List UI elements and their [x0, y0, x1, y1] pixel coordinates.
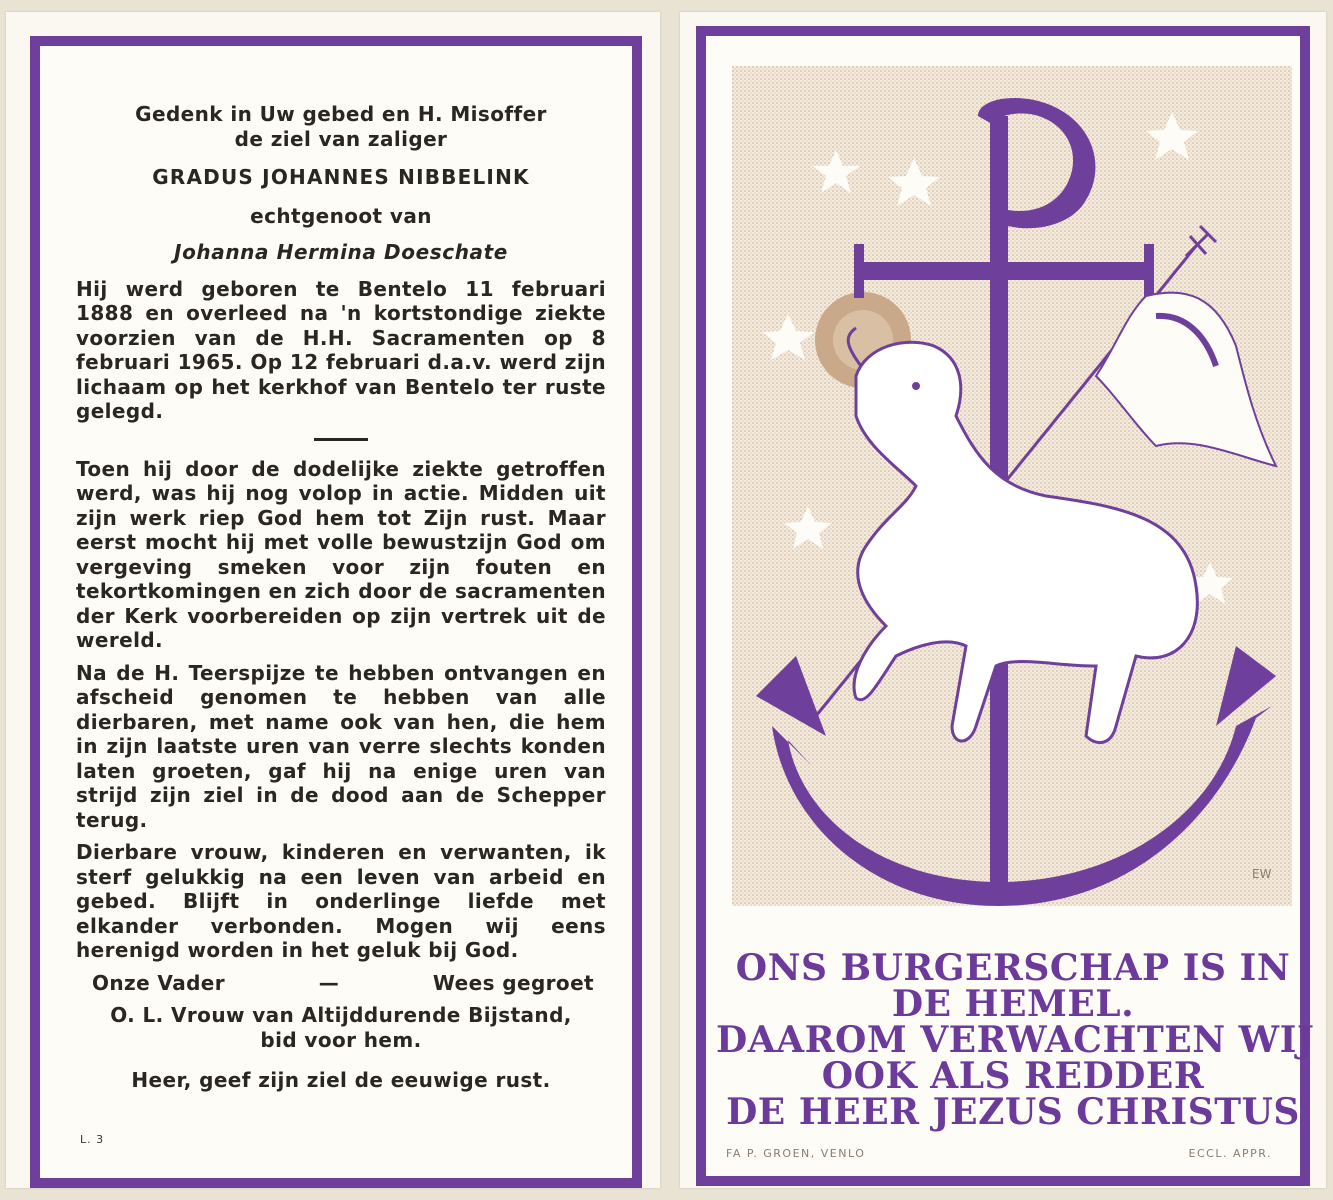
ecclesiastical-approbation: ECCL. APPR.: [1188, 1147, 1272, 1160]
relation-line: echtgenoot van: [250, 203, 432, 228]
devotional-illustration: [716, 46, 1310, 906]
purple-border-frame-right: [696, 26, 1315, 1186]
print-code: L. 3: [80, 1133, 105, 1146]
prayer-separator: —: [318, 970, 340, 995]
intro-line-2: de ziel van zaliger: [234, 126, 448, 151]
prayer-line: [76, 971, 606, 996]
motto-line-2: DE HEMEL.: [891, 983, 1135, 1025]
memorial-text: [76, 102, 606, 1093]
memorial-card-text-side: [6, 12, 660, 1188]
motto-line-5: DE HEER JEZUS CHRISTUS: [726, 1091, 1300, 1133]
prayer-wees-gegroet: Wees gegroet: [432, 970, 594, 995]
biography-paragraph: Hij werd geboren te Bentelo 11 februari 1888 en overleed na 'n kortstondige ziekte voorzien van de H.H. Sacramenten op 8 februari 1965. Op 12 februari d.a.v. werd zijn lichaam op het kerkhof van Bentelo ter ruste gelegd.: [76, 276, 606, 423]
section-divider: [314, 438, 368, 441]
closing-prayer: Heer, geef zijn ziel de eeuwige rust.: [131, 1068, 551, 1092]
motto-line-1: ONS BURGERSCHAP IS IN: [735, 947, 1291, 989]
artist-monogram: EW: [1252, 867, 1272, 881]
scripture-motto: [716, 947, 1315, 1133]
motto-line-3: DAAROM VERWACHTEN WIJ: [716, 1019, 1315, 1061]
purple-border-frame: [30, 36, 642, 1188]
spouse-name: Johanna Hermina Doeschate: [174, 240, 508, 264]
prayer-onze-vader: Onze Vader: [92, 970, 226, 995]
memorial-card-image-side: [680, 12, 1326, 1188]
paragraph-farewell: Na de H. Teerspijze te hebben ontvangen en afscheid genomen te hebben van alle dierbaren, met name ook van hen, die hem in zijn laatste uren van verre slechts konden laten groeten, gaf hij na enige uren van strijd zijn ziel in de dood aan de Schepper terug.: [76, 660, 606, 832]
invocation-line-2: bid voor hem.: [260, 1027, 422, 1052]
paragraph-last-words: Dierbare vrouw, kinderen en verwanten, ik sterf gelukkig na een leven van arbeid en gebed. Blijft in onderlinge liefde met elkander verbonden. Mogen wij eens herenigd worden in het geluk bij God.: [76, 840, 606, 962]
intro-line-1: Gedenk in Uw gebed en H. Misoffer: [135, 102, 547, 126]
motto-line-4: OOK ALS REDDER: [821, 1055, 1205, 1097]
printer-credit: FA P. GROEN, VENLO: [726, 1147, 866, 1160]
deceased-name: GRADUS JOHANNES NIBBELINK: [152, 165, 530, 189]
invocation-line-1: O. L. Vrouw van Altijddurende Bijstand,: [110, 1003, 572, 1027]
paragraph-illness: Toen hij door de dodelijke ziekte getroffen werd, was hij nog volop in actie. Midden uit zijn werk riep God hem tot Zijn rust. Maar eerst mocht hij met volle bewustzijn God om vergeving smeken voor zijn fouten en tekortkomingen en zich door de sacramenten der Kerk voorbereiden op zijn vertrek uit de wereld.: [76, 456, 606, 652]
